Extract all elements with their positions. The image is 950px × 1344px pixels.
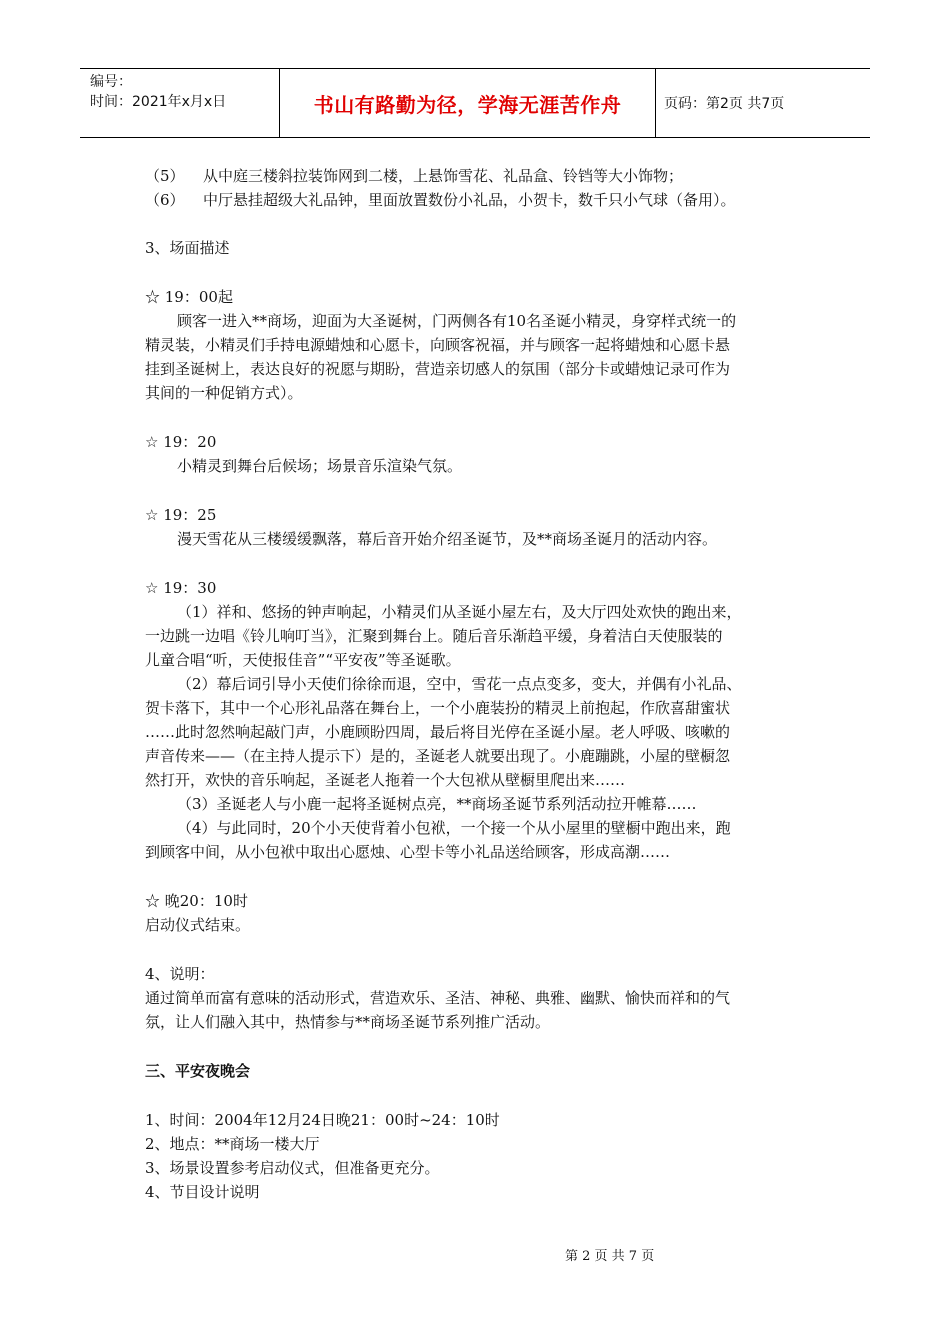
paragraph-line: 启动仪式结束。 <box>145 916 251 934</box>
paragraph-line: （1）祥和、悠扬的钟声响起，小精灵们从圣诞小屋左右，及大厅四处欢快的跑出来， <box>177 603 742 621</box>
list-item: （5） 从中庭三楼斜拉装饰网到二楼，上悬饰雪花、礼品盒、铃铛等大小饰物； <box>145 167 684 185</box>
header-page-label: 页码：第2页 共7页 <box>664 96 785 112</box>
time-heading: ☆ 19：30 <box>145 579 217 597</box>
section-heading: 3、场面描述 <box>145 239 230 257</box>
doc-code-label: 编号： <box>90 74 132 90</box>
paragraph-line: （2）幕后词引导小天使们徐徐而退，空中，雪花一点点变多，变大，并偶有小礼品、 <box>177 675 742 693</box>
paragraph-line: 一边跳一边唱《铃儿响叮当》，汇聚到舞台上。随后音乐渐趋平缓，身着洁白天使服装的 <box>145 627 723 645</box>
time-heading: ☆ 19：00起 <box>145 288 233 306</box>
list-item: 4、节目设计说明 <box>145 1183 260 1201</box>
time-heading: ☆ 19：20 <box>145 433 217 451</box>
header-motto: 书山有路勤为径，学海无涯苦作舟 <box>313 92 622 117</box>
page-header <box>80 68 870 138</box>
paragraph-line: 顾客一进入**商场，迎面为大圣诞树，门两侧各有10名圣诞小精灵，身穿样式统一的 <box>177 312 737 330</box>
paragraph-line: 小精灵到舞台后候场；场景音乐渲染气氛。 <box>177 457 463 475</box>
paragraph-line: 儿童合唱“听，天使报佳音”“平安夜”等圣诞歌。 <box>145 651 461 669</box>
paragraph-line: 通过简单而富有意味的活动形式，营造欢乐、圣洁、神秘、典雅、幽默、愉快而祥和的气 <box>145 989 731 1007</box>
paragraph-line: 然打开，欢快的音乐响起，圣诞老人拖着一个大包袱从壁橱里爬出来…… <box>145 771 626 789</box>
list-item: （6） 中厅悬挂超级大礼品钟，里面放置数份小礼品，小贺卡，数千只小气球（备用）。 <box>145 191 736 209</box>
paragraph-line: （3）圣诞老人与小鹿一起将圣诞树点亮，**商场圣诞节系列活动拉开帷幕…… <box>177 795 697 813</box>
header-page-cell <box>656 69 870 137</box>
header-left-cell <box>80 69 280 137</box>
list-item: 1、时间：2004年12月24日晚21：00时~24：10时 <box>145 1111 500 1129</box>
paragraph-line: 贺卡落下，其中一个心形礼品落在舞台上，一个小鹿装扮的精灵上前抱起，作欣喜甜蜜状 <box>145 699 731 717</box>
paragraph-line: 声音传来——（在主持人提示下）是的，圣诞老人就要出现了。小鹿蹦跳，小屋的壁橱忽 <box>145 747 731 765</box>
paragraph-line: 挂到圣诞树上，表达良好的祝愿与期盼，营造亲切感人的氛围（部分卡或蜡烛记录可作为 <box>145 360 731 378</box>
footer-page-number: 第 2 页 共 7 页 <box>565 1249 655 1264</box>
section-heading: 4、说明： <box>145 965 215 983</box>
part-heading: 三、平安夜晚会 <box>145 1062 251 1080</box>
paragraph-line: （4）与此同时，20个小天使背着小包袱，一个接一个从小屋里的壁橱中跑出来，跑 <box>177 819 731 837</box>
list-item: 2、地点：**商场一楼大厅 <box>145 1135 320 1153</box>
paragraph-line: 漫天雪花从三楼缓缓飘落，幕后音开始介绍圣诞节，及**商场圣诞月的活动内容。 <box>177 530 718 548</box>
header-motto-cell <box>280 69 656 137</box>
paragraph-line: 到顾客中间，从小包袱中取出心愿烛、心型卡等小礼品送给顾客，形成高潮…… <box>145 843 671 861</box>
list-item: 3、场景设置参考启动仪式，但准备更充分。 <box>145 1159 440 1177</box>
paragraph-line: 氛，让人们融入其中，热情参与**商场圣诞节系列推广活动。 <box>145 1013 551 1031</box>
time-heading: ☆ 19：25 <box>145 506 217 524</box>
document-body <box>145 164 810 1204</box>
paragraph-line: 精灵装，小精灵们手持电源蜡烛和心愿卡，向顾客祝福，并与顾客一起将蜡烛和心愿卡悬 <box>145 336 731 354</box>
doc-date-label: 时间：2021年x月x日 <box>90 94 227 110</box>
time-heading: ☆ 晚20：10时 <box>145 892 248 910</box>
paragraph-line: 其间的一种促销方式）。 <box>145 384 303 402</box>
paragraph-line: ……此时忽然响起敲门声，小鹿顾盼四周，最后将目光停在圣诞小屋。老人呼吸、咳嗽的 <box>145 723 731 741</box>
